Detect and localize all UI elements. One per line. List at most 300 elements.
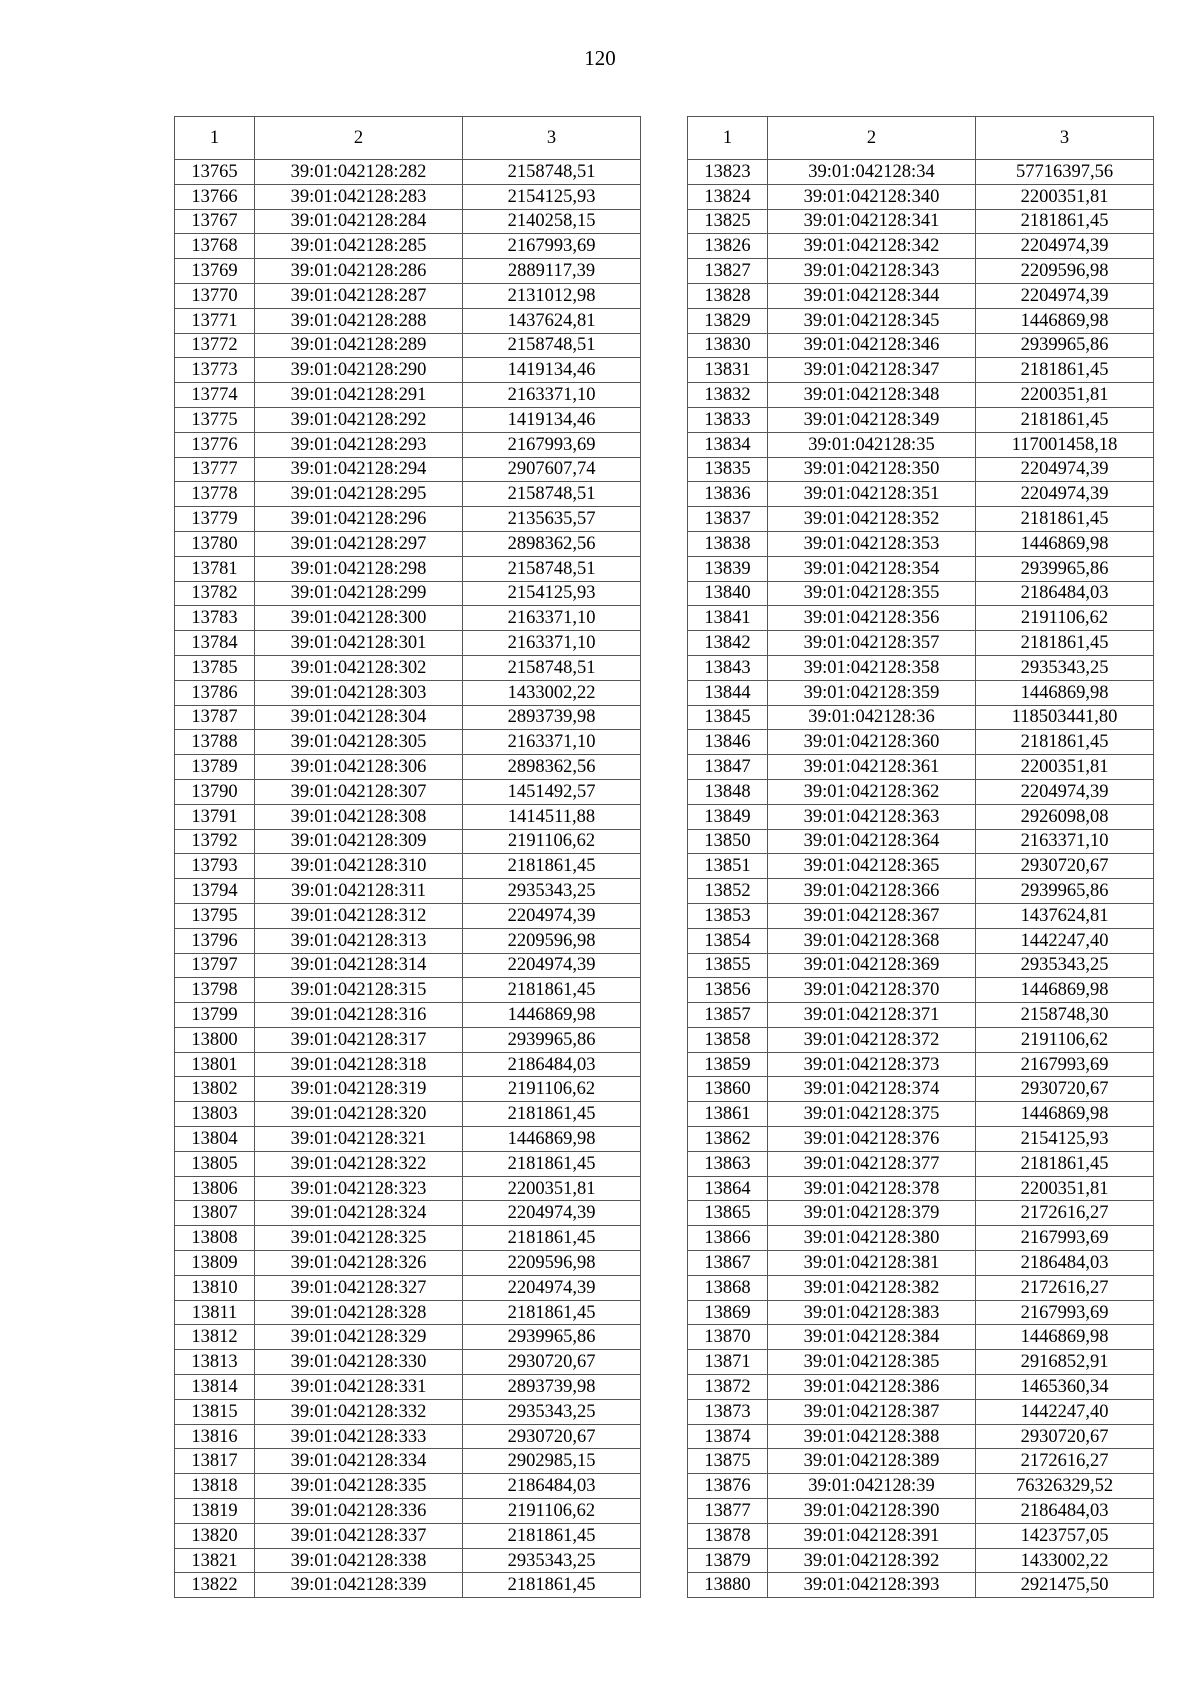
cadastral-number-cell: 39:01:042128:317 (255, 1027, 463, 1052)
table-row (175, 457, 641, 482)
value-cell: 2893739,98 (463, 705, 641, 730)
cadastral-number-cell: 39:01:042128:315 (255, 978, 463, 1003)
table-row (688, 1300, 1154, 1325)
row-number-cell: 13835 (688, 457, 768, 482)
cadastral-number-cell: 39:01:042128:283 (255, 184, 463, 209)
table-row (688, 1226, 1154, 1251)
table-row (175, 755, 641, 780)
column-header-2: 2 (768, 117, 976, 160)
row-number-cell: 13777 (175, 457, 255, 482)
cadastral-number-cell: 39:01:042128:294 (255, 457, 463, 482)
cadastral-number-cell: 39:01:042128:362 (768, 779, 976, 804)
value-cell: 2191106,62 (463, 829, 641, 854)
value-cell: 2935343,25 (463, 879, 641, 904)
row-number-cell: 13832 (688, 383, 768, 408)
table-row (688, 1102, 1154, 1127)
table-row (688, 383, 1154, 408)
value-cell: 2163371,10 (463, 631, 641, 656)
table-row (688, 755, 1154, 780)
row-number-cell: 13796 (175, 928, 255, 953)
value-cell: 2902985,15 (463, 1449, 641, 1474)
row-number-cell: 13808 (175, 1226, 255, 1251)
row-number-cell: 13776 (175, 432, 255, 457)
table-row (175, 1275, 641, 1300)
table-row (688, 1201, 1154, 1226)
value-cell: 2181861,45 (976, 730, 1154, 755)
value-cell: 2154125,93 (463, 581, 641, 606)
value-cell: 2186484,03 (976, 581, 1154, 606)
table-row (175, 1300, 641, 1325)
value-cell: 2204974,39 (976, 234, 1154, 259)
value-cell: 2930720,67 (463, 1350, 641, 1375)
value-cell: 2930720,67 (976, 854, 1154, 879)
table-row (688, 953, 1154, 978)
value-cell: 2140258,15 (463, 209, 641, 234)
value-cell: 2154125,93 (976, 1127, 1154, 1152)
row-number-cell: 13786 (175, 680, 255, 705)
row-number-cell: 13773 (175, 358, 255, 383)
table-row (688, 1399, 1154, 1424)
cadastral-number-cell: 39:01:042128:372 (768, 1027, 976, 1052)
cadastral-number-cell: 39:01:042128:365 (768, 854, 976, 879)
row-number-cell: 13803 (175, 1102, 255, 1127)
row-number-cell: 13864 (688, 1176, 768, 1201)
row-number-cell: 13876 (688, 1474, 768, 1499)
row-number-cell: 13767 (175, 209, 255, 234)
table-row (175, 705, 641, 730)
cadastral-number-cell: 39:01:042128:329 (255, 1325, 463, 1350)
cadastral-number-cell: 39:01:042128:393 (768, 1573, 976, 1598)
row-number-cell: 13833 (688, 407, 768, 432)
table-row (688, 1003, 1154, 1028)
value-cell: 1419134,46 (463, 407, 641, 432)
value-cell: 2939965,86 (976, 879, 1154, 904)
table-row (175, 655, 641, 680)
value-cell: 2158748,51 (463, 655, 641, 680)
row-number-cell: 13792 (175, 829, 255, 854)
row-number-cell: 13811 (175, 1300, 255, 1325)
cadastral-number-cell: 39:01:042128:371 (768, 1003, 976, 1028)
table-row (175, 1523, 641, 1548)
cadastral-number-cell: 39:01:042128:311 (255, 879, 463, 904)
value-cell: 2163371,10 (463, 383, 641, 408)
value-cell: 1433002,22 (463, 680, 641, 705)
cadastral-number-cell: 39:01:042128:296 (255, 507, 463, 532)
value-cell: 2200351,81 (976, 1176, 1154, 1201)
row-number-cell: 13879 (688, 1548, 768, 1573)
table-row (175, 1003, 641, 1028)
table-row (688, 1176, 1154, 1201)
cadastral-number-cell: 39:01:042128:364 (768, 829, 976, 854)
table-row (175, 556, 641, 581)
value-cell: 2935343,25 (463, 1548, 641, 1573)
row-number-cell: 13872 (688, 1375, 768, 1400)
cadastral-number-cell: 39:01:042128:282 (255, 160, 463, 185)
table-row (175, 184, 641, 209)
row-number-cell: 13830 (688, 333, 768, 358)
value-cell: 2181861,45 (463, 854, 641, 879)
row-number-cell: 13877 (688, 1499, 768, 1524)
cadastral-number-cell: 39:01:042128:360 (768, 730, 976, 755)
value-cell: 2158748,51 (463, 333, 641, 358)
cadastral-number-cell: 39:01:042128:361 (768, 755, 976, 780)
cadastral-number-cell: 39:01:042128:319 (255, 1077, 463, 1102)
row-number-cell: 13809 (175, 1251, 255, 1276)
value-cell: 1437624,81 (463, 308, 641, 333)
cadastral-number-cell: 39:01:042128:340 (768, 184, 976, 209)
cadastral-number-cell: 39:01:042128:344 (768, 283, 976, 308)
value-cell: 1446869,98 (976, 1102, 1154, 1127)
table-row (175, 1027, 641, 1052)
table-row (175, 953, 641, 978)
table-row (688, 259, 1154, 284)
table-row (175, 1350, 641, 1375)
row-number-cell: 13848 (688, 779, 768, 804)
cadastral-number-cell: 39:01:042128:342 (768, 234, 976, 259)
value-cell: 2167993,69 (463, 432, 641, 457)
value-cell: 2158748,51 (463, 160, 641, 185)
table-row (175, 606, 641, 631)
cadastral-number-cell: 39:01:042128:348 (768, 383, 976, 408)
value-cell: 2158748,51 (463, 482, 641, 507)
cadastral-number-cell: 39:01:042128:310 (255, 854, 463, 879)
table-row (688, 1127, 1154, 1152)
value-cell: 1446869,98 (463, 1003, 641, 1028)
table-row (688, 308, 1154, 333)
cadastral-number-cell: 39:01:042128:355 (768, 581, 976, 606)
cadastral-number-cell: 39:01:042128:39 (768, 1474, 976, 1499)
value-cell: 2191106,62 (976, 1027, 1154, 1052)
table-row (175, 854, 641, 879)
table-row (175, 1201, 641, 1226)
table-row (175, 1499, 641, 1524)
row-number-cell: 13841 (688, 606, 768, 631)
value-cell: 2204974,39 (976, 457, 1154, 482)
table-row (175, 631, 641, 656)
cadastral-number-cell: 39:01:042128:295 (255, 482, 463, 507)
row-number-cell: 13822 (175, 1573, 255, 1598)
cadastral-number-cell: 39:01:042128:292 (255, 407, 463, 432)
table-row (688, 1052, 1154, 1077)
table-row (688, 804, 1154, 829)
table-row (688, 606, 1154, 631)
table-row (688, 333, 1154, 358)
table-row (175, 234, 641, 259)
cadastral-number-cell: 39:01:042128:388 (768, 1424, 976, 1449)
row-number-cell: 13769 (175, 259, 255, 284)
cadastral-number-cell: 39:01:042128:308 (255, 804, 463, 829)
table-row (688, 680, 1154, 705)
table-row (175, 507, 641, 532)
cadastral-number-cell: 39:01:042128:298 (255, 556, 463, 581)
value-cell: 2181861,45 (976, 631, 1154, 656)
table-row (688, 879, 1154, 904)
cadastral-number-cell: 39:01:042128:332 (255, 1399, 463, 1424)
value-cell: 2939965,86 (976, 556, 1154, 581)
cadastral-number-cell: 39:01:042128:379 (768, 1201, 976, 1226)
row-number-cell: 13880 (688, 1573, 768, 1598)
table-row (688, 1027, 1154, 1052)
table-row (175, 1449, 641, 1474)
cadastral-number-cell: 39:01:042128:312 (255, 903, 463, 928)
cadastral-number-cell: 39:01:042128:36 (768, 705, 976, 730)
row-number-cell: 13824 (688, 184, 768, 209)
table-row (688, 234, 1154, 259)
value-cell: 2930720,67 (976, 1077, 1154, 1102)
cadastral-number-cell: 39:01:042128:356 (768, 606, 976, 631)
cadastral-number-cell: 39:01:042128:318 (255, 1052, 463, 1077)
row-number-cell: 13867 (688, 1251, 768, 1276)
table-row (175, 531, 641, 556)
cadastral-number-cell: 39:01:042128:326 (255, 1251, 463, 1276)
table-row (688, 531, 1154, 556)
value-cell: 1465360,34 (976, 1375, 1154, 1400)
value-cell: 2167993,69 (976, 1052, 1154, 1077)
value-cell: 2167993,69 (976, 1226, 1154, 1251)
cadastral-number-cell: 39:01:042128:286 (255, 259, 463, 284)
cadastral-number-cell: 39:01:042128:303 (255, 680, 463, 705)
cadastral-number-cell: 39:01:042128:291 (255, 383, 463, 408)
table-row (688, 556, 1154, 581)
value-cell: 2204974,39 (463, 903, 641, 928)
cadastral-number-cell: 39:01:042128:321 (255, 1127, 463, 1152)
table-row (175, 209, 641, 234)
value-cell: 1446869,98 (463, 1127, 641, 1152)
value-cell: 2204974,39 (463, 1201, 641, 1226)
cadastral-number-cell: 39:01:042128:322 (255, 1151, 463, 1176)
row-number-cell: 13772 (175, 333, 255, 358)
table-row (175, 1424, 641, 1449)
cadastral-number-cell: 39:01:042128:320 (255, 1102, 463, 1127)
value-cell: 2191106,62 (976, 606, 1154, 631)
cadastral-number-cell: 39:01:042128:354 (768, 556, 976, 581)
value-cell: 76326329,52 (976, 1474, 1154, 1499)
row-number-cell: 13842 (688, 631, 768, 656)
table-row (688, 1548, 1154, 1573)
table-row (688, 655, 1154, 680)
value-cell: 2181861,45 (463, 1523, 641, 1548)
value-cell: 2181861,45 (463, 1226, 641, 1251)
row-number-cell: 13821 (175, 1548, 255, 1573)
table-left (174, 116, 641, 1598)
cadastral-number-cell: 39:01:042128:297 (255, 531, 463, 556)
row-number-cell: 13812 (175, 1325, 255, 1350)
column-header-1: 1 (175, 117, 255, 160)
row-number-cell: 13878 (688, 1523, 768, 1548)
row-number-cell: 13768 (175, 234, 255, 259)
row-number-cell: 13793 (175, 854, 255, 879)
table-row (688, 730, 1154, 755)
table-row (688, 829, 1154, 854)
cadastral-number-cell: 39:01:042128:335 (255, 1474, 463, 1499)
table-row (688, 1449, 1154, 1474)
table-row (688, 358, 1154, 383)
cadastral-number-cell: 39:01:042128:350 (768, 457, 976, 482)
value-cell: 1451492,57 (463, 779, 641, 804)
row-number-cell: 13851 (688, 854, 768, 879)
row-number-cell: 13766 (175, 184, 255, 209)
cadastral-number-cell: 39:01:042128:378 (768, 1176, 976, 1201)
table-row (175, 978, 641, 1003)
cadastral-number-cell: 39:01:042128:384 (768, 1325, 976, 1350)
row-number-cell: 13781 (175, 556, 255, 581)
value-cell: 2181861,45 (463, 1300, 641, 1325)
value-cell: 2930720,67 (976, 1424, 1154, 1449)
value-cell: 2200351,81 (463, 1176, 641, 1201)
cadastral-number-cell: 39:01:042128:333 (255, 1424, 463, 1449)
value-cell: 2939965,86 (976, 333, 1154, 358)
row-number-cell: 13800 (175, 1027, 255, 1052)
cadastral-number-cell: 39:01:042128:391 (768, 1523, 976, 1548)
value-cell: 2898362,56 (463, 755, 641, 780)
cadastral-number-cell: 39:01:042128:309 (255, 829, 463, 854)
row-number-cell: 13834 (688, 432, 768, 457)
value-cell: 2204974,39 (463, 953, 641, 978)
cadastral-number-cell: 39:01:042128:337 (255, 1523, 463, 1548)
table-row (175, 482, 641, 507)
table-row (175, 928, 641, 953)
row-number-cell: 13865 (688, 1201, 768, 1226)
value-cell: 2191106,62 (463, 1499, 641, 1524)
table-row (688, 507, 1154, 532)
cadastral-number-cell: 39:01:042128:288 (255, 308, 463, 333)
table-row (175, 160, 641, 185)
table-row (175, 283, 641, 308)
row-number-cell: 13869 (688, 1300, 768, 1325)
row-number-cell: 13795 (175, 903, 255, 928)
value-cell: 2181861,45 (976, 209, 1154, 234)
row-number-cell: 13770 (175, 283, 255, 308)
table-row (688, 581, 1154, 606)
row-number-cell: 13838 (688, 531, 768, 556)
table-row (175, 259, 641, 284)
row-number-cell: 13774 (175, 383, 255, 408)
row-number-cell: 13789 (175, 755, 255, 780)
cadastral-number-cell: 39:01:042128:389 (768, 1449, 976, 1474)
row-number-cell: 13816 (175, 1424, 255, 1449)
row-number-cell: 13775 (175, 407, 255, 432)
cadastral-number-cell: 39:01:042128:339 (255, 1573, 463, 1598)
table-row (175, 1474, 641, 1499)
row-number-cell: 13840 (688, 581, 768, 606)
table-row (688, 432, 1154, 457)
row-number-cell: 13871 (688, 1350, 768, 1375)
value-cell: 2204974,39 (463, 1275, 641, 1300)
value-cell: 2172616,27 (976, 1449, 1154, 1474)
row-number-cell: 13801 (175, 1052, 255, 1077)
value-cell: 1433002,22 (976, 1548, 1154, 1573)
table-row (175, 1151, 641, 1176)
row-number-cell: 13788 (175, 730, 255, 755)
value-cell: 2167993,69 (463, 234, 641, 259)
row-number-cell: 13837 (688, 507, 768, 532)
table-row (175, 333, 641, 358)
value-cell: 2163371,10 (463, 730, 641, 755)
table-row (688, 1474, 1154, 1499)
cadastral-number-cell: 39:01:042128:368 (768, 928, 976, 953)
row-number-cell: 13827 (688, 259, 768, 284)
row-number-cell: 13802 (175, 1077, 255, 1102)
value-cell: 2167993,69 (976, 1300, 1154, 1325)
cadastral-number-cell: 39:01:042128:314 (255, 953, 463, 978)
table-row (688, 631, 1154, 656)
row-number-cell: 13831 (688, 358, 768, 383)
row-number-cell: 13828 (688, 283, 768, 308)
cadastral-number-cell: 39:01:042128:293 (255, 432, 463, 457)
cadastral-number-cell: 39:01:042128:377 (768, 1151, 976, 1176)
table-row (175, 1251, 641, 1276)
row-number-cell: 13870 (688, 1325, 768, 1350)
table-row (175, 1375, 641, 1400)
cadastral-number-cell: 39:01:042128:363 (768, 804, 976, 829)
cadastral-number-cell: 39:01:042128:376 (768, 1127, 976, 1152)
row-number-cell: 13797 (175, 953, 255, 978)
value-cell: 2181861,45 (463, 1151, 641, 1176)
value-cell: 2921475,50 (976, 1573, 1154, 1598)
column-header-1: 1 (688, 117, 768, 160)
cadastral-number-cell: 39:01:042128:359 (768, 680, 976, 705)
table-row (175, 680, 641, 705)
row-number-cell: 13784 (175, 631, 255, 656)
row-number-cell: 13807 (175, 1201, 255, 1226)
cadastral-number-cell: 39:01:042128:35 (768, 432, 976, 457)
row-number-cell: 13819 (175, 1499, 255, 1524)
cadastral-number-cell: 39:01:042128:358 (768, 655, 976, 680)
row-number-cell: 13765 (175, 160, 255, 185)
row-number-cell: 13849 (688, 804, 768, 829)
table-row (688, 1251, 1154, 1276)
row-number-cell: 13825 (688, 209, 768, 234)
row-number-cell: 13771 (175, 308, 255, 333)
table-row (688, 1275, 1154, 1300)
table-row (688, 1523, 1154, 1548)
cadastral-number-cell: 39:01:042128:287 (255, 283, 463, 308)
value-cell: 2907607,74 (463, 457, 641, 482)
value-cell: 2935343,25 (463, 1399, 641, 1424)
value-cell: 2893739,98 (463, 1375, 641, 1400)
row-number-cell: 13868 (688, 1275, 768, 1300)
row-number-cell: 13858 (688, 1027, 768, 1052)
value-cell: 2154125,93 (463, 184, 641, 209)
row-number-cell: 13852 (688, 879, 768, 904)
cadastral-number-cell: 39:01:042128:343 (768, 259, 976, 284)
row-number-cell: 13847 (688, 755, 768, 780)
table-row (688, 705, 1154, 730)
row-number-cell: 13814 (175, 1375, 255, 1400)
value-cell: 2200351,81 (976, 755, 1154, 780)
table-row (688, 978, 1154, 1003)
value-cell: 1442247,40 (976, 1399, 1154, 1424)
cadastral-number-cell: 39:01:042128:370 (768, 978, 976, 1003)
cadastral-number-cell: 39:01:042128:304 (255, 705, 463, 730)
table-row (688, 1375, 1154, 1400)
row-number-cell: 13817 (175, 1449, 255, 1474)
cadastral-number-cell: 39:01:042128:386 (768, 1375, 976, 1400)
table-row (175, 1573, 641, 1598)
value-cell: 2135635,57 (463, 507, 641, 532)
table-row (688, 903, 1154, 928)
table-row (688, 779, 1154, 804)
row-number-cell: 13866 (688, 1226, 768, 1251)
value-cell: 2889117,39 (463, 259, 641, 284)
cadastral-number-cell: 39:01:042128:299 (255, 581, 463, 606)
cadastral-number-cell: 39:01:042128:383 (768, 1300, 976, 1325)
column-header-2: 2 (255, 117, 463, 160)
table-row (688, 184, 1154, 209)
row-number-cell: 13857 (688, 1003, 768, 1028)
value-cell: 2172616,27 (976, 1275, 1154, 1300)
row-number-cell: 13794 (175, 879, 255, 904)
